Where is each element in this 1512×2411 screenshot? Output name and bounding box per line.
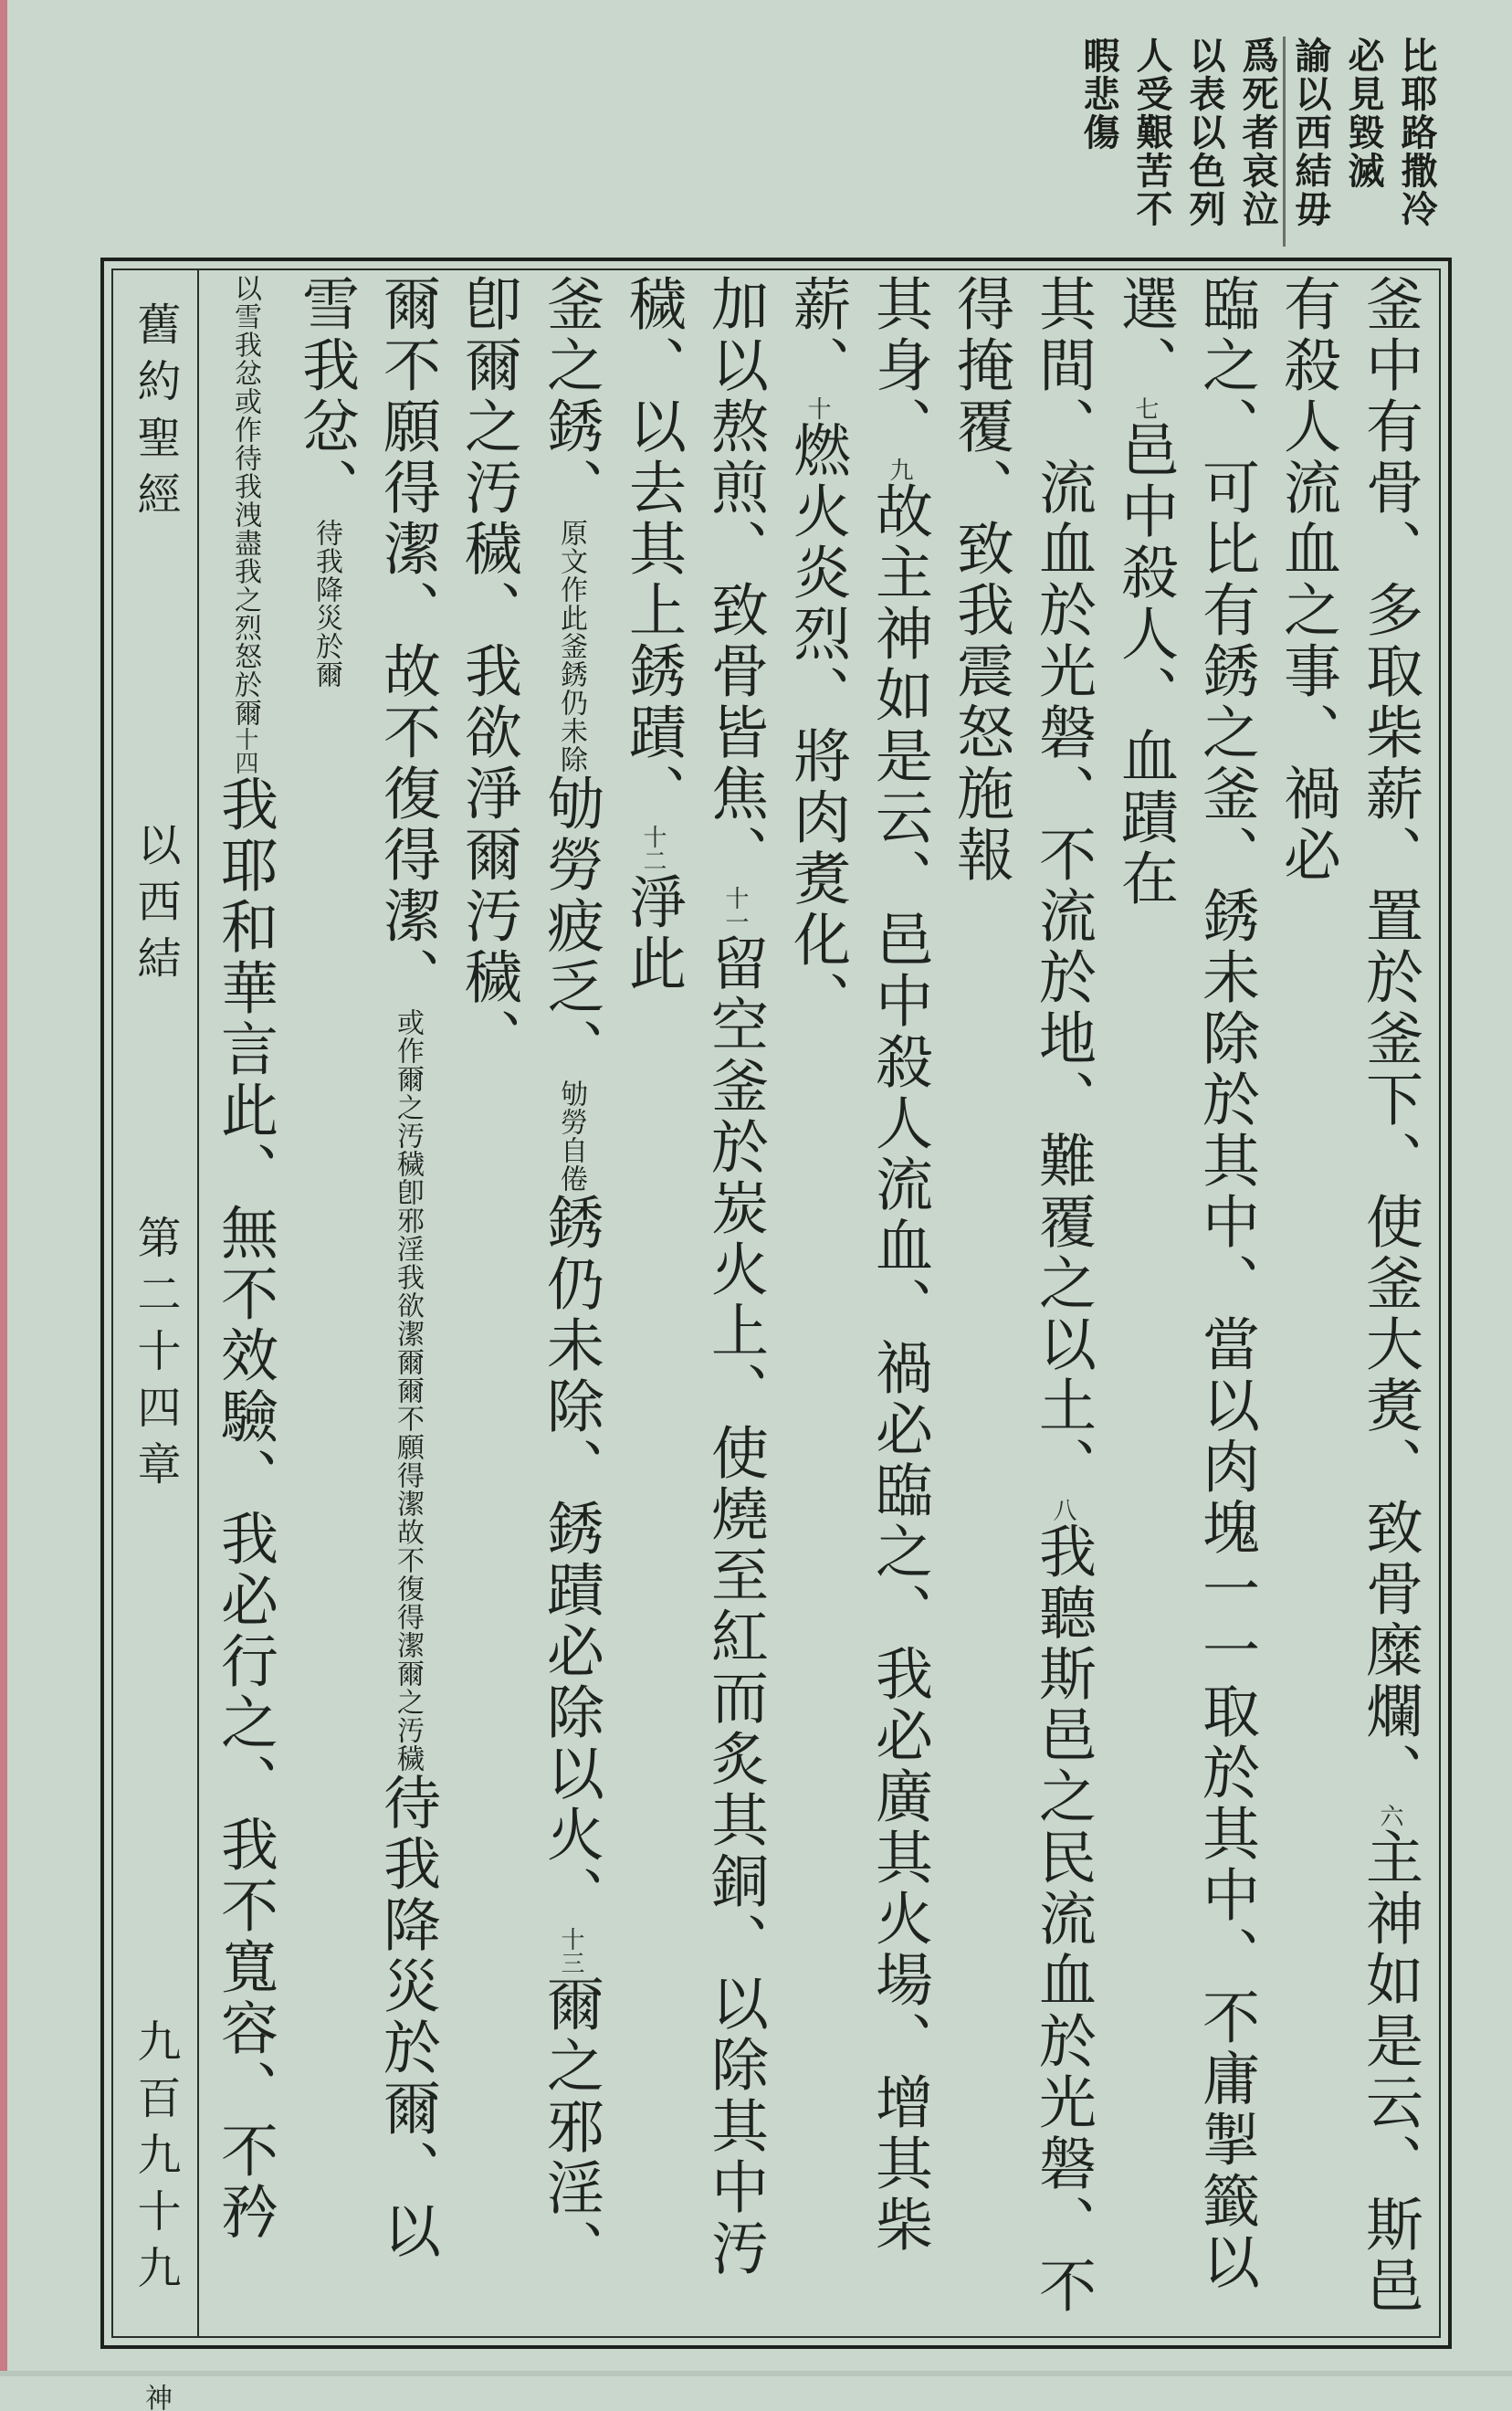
text-column: 臨之、可比有銹之釜、銹未除於其中、當以肉塊一一取於其中、不庸掣籤以選、七邑中殺人、血蹟在 <box>1112 274 1260 2293</box>
text-column: 釜中有骨、多取柴薪、置於釜下、使釜大煑、致骨糜爛、六主神如是云、斯邑有殺人流血之事、禍必 <box>1275 274 1423 2317</box>
interlinear-note: 劬勞自倦 <box>555 1079 587 1193</box>
text-column: 其身、九故主神如是云、邑中殺人流血、禍必臨之、我必廣其火場、增其柴薪、十燃火炎烈、將肉煑化、 <box>784 274 933 2256</box>
page-edge-binding <box>0 0 7 2376</box>
chapter-title: 第二十四章 <box>130 1215 181 1498</box>
page-number: 九百九十九 <box>130 2018 181 2301</box>
page-bottom-edge <box>0 2371 1512 2376</box>
book-title: 舊約聖經 <box>130 301 181 528</box>
signature-mark: 神 <box>140 2384 172 2411</box>
header-note: 諭以西結毋 <box>1289 37 1332 228</box>
header-divider <box>1283 37 1286 247</box>
header-note: 爲死者哀泣 <box>1236 37 1279 228</box>
text-column: 其間、流血於光磐、不流於地、難覆之以土、八我聽斯邑之民流血於光磐、不得掩覆、致我震怒施報 <box>948 274 1097 2317</box>
interlinear-note: 或作爾之汚穢卽邪淫我欲潔爾爾不願得潔故不復得潔爾之汚穢 <box>392 1008 424 1773</box>
header-note: 暇悲傷 <box>1077 37 1120 152</box>
scripture-text <box>212 274 1431 2320</box>
running-head <box>128 301 183 2411</box>
interlinear-note: 待我降災於爾 <box>310 519 342 689</box>
section-title: 以西結 <box>130 822 181 992</box>
text-column: 以雪我忿或作待我洩盡我之烈怒於爾十四我耶和華言此、無不效驗、我必行之、我不寬容、不矜 <box>212 274 278 2243</box>
text-column: 釜之銹、原文作此釜銹仍未除劬勞疲乏、劬勞自倦銹仍未除、銹蹟必除以火、十三爾之邪淫、卽爾之汚穢、我欲淨爾汚穢、 <box>456 274 604 2280</box>
text-column: 加以熬煎、致骨皆焦、十一留空釜於炭火上、使燒至紅而炙其銅、以除其中汚穢、以去其上銹蹟、十二淨此 <box>620 274 769 2279</box>
header-note: 以表以色列 <box>1183 37 1226 228</box>
header-summary-notes <box>1076 37 1439 247</box>
header-note: 人受艱苦不 <box>1130 37 1173 228</box>
text-column: 爾不願得潔、故不復得潔、或作爾之汚穢卽邪淫我欲潔爾爾不願得潔故不復得潔爾之汚穢待我降災於爾、以雪我忿、待我降災於爾 <box>293 274 441 2262</box>
interlinear-note: 以雪我忿或作待我洩盡我之烈怒於爾 <box>229 274 261 727</box>
header-note: 必見毀滅 <box>1342 37 1385 190</box>
header-note: 比耶路撒冷 <box>1395 37 1438 228</box>
interlinear-note: 原文作此釜銹仍未除 <box>555 519 587 774</box>
